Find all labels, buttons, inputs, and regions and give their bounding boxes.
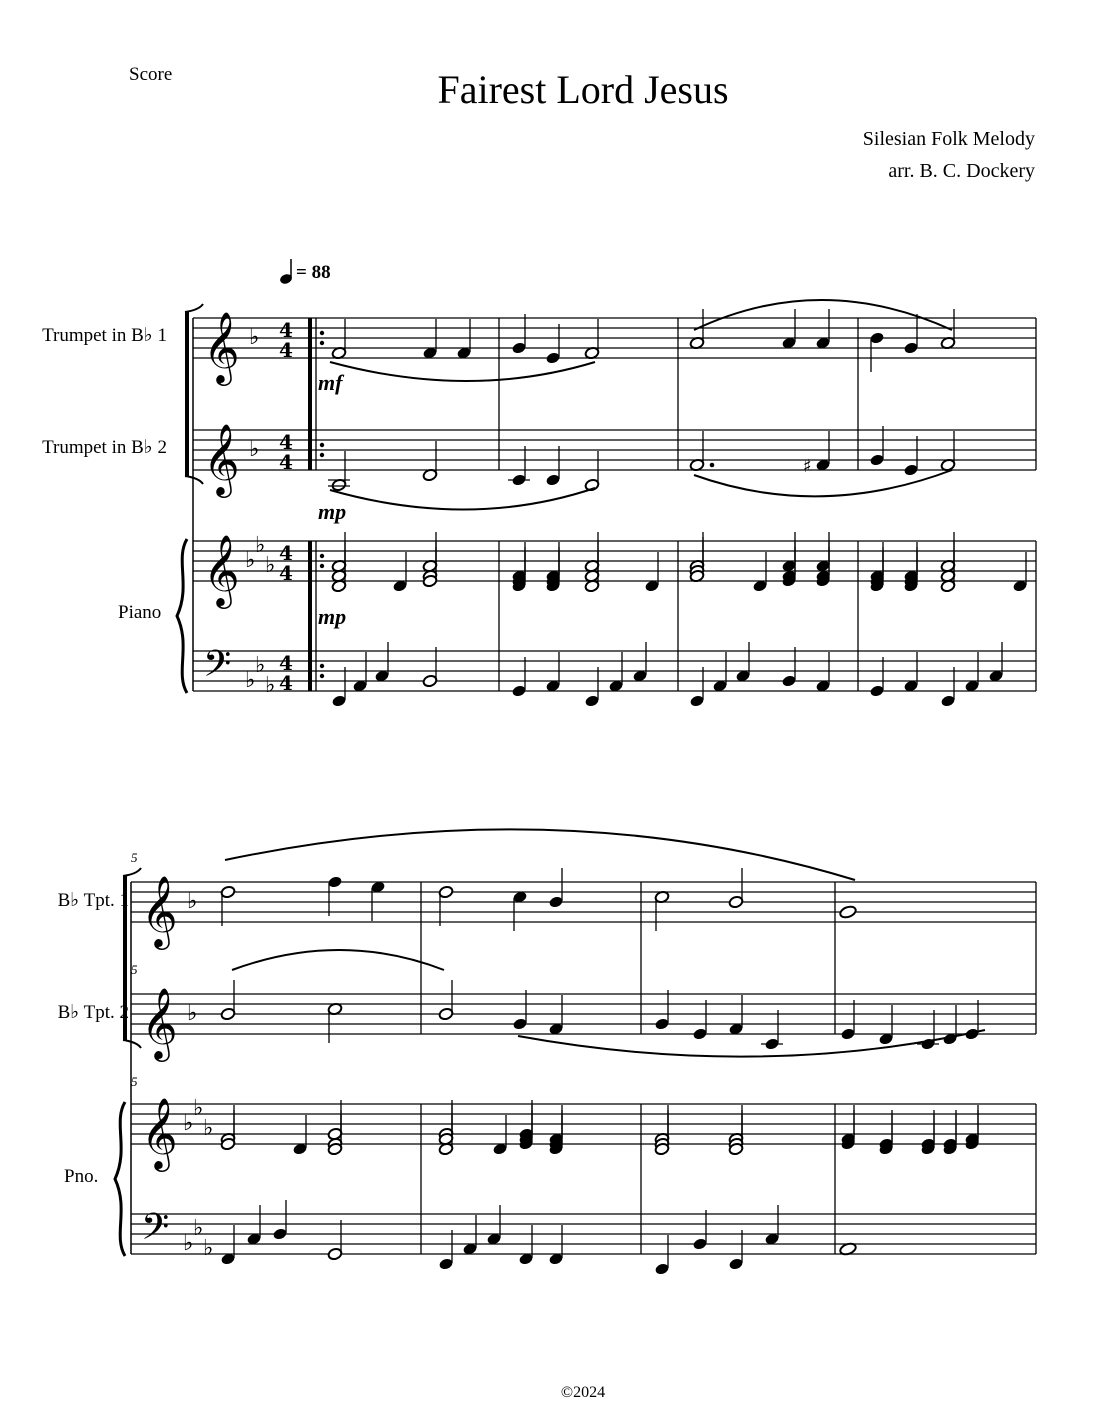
time-signature-numerator: 4 [279,430,293,454]
dynamic-mp-piano: mp [318,604,347,629]
instrument-name-trumpet-1: Trumpet in B♭ 1 [42,325,167,346]
dynamic-mf-trumpet-1: mf [318,370,343,395]
key-signature-flat: ♭ [249,325,260,350]
bracket-hook [123,1040,141,1048]
bracket-hook [185,304,203,312]
treble-clef-icon: 𝄞 [203,533,240,606]
treble-clef-icon: 𝄞 [203,422,240,495]
dynamic-mp-trumpet-2: mp [318,499,347,524]
score-label: Score [129,64,173,85]
key-signature-flat: ♭ [183,1111,194,1136]
instrument-name-trumpet-2-short: B♭ Tpt. 2 [57,1002,129,1023]
instrument-name-trumpet-1-short: B♭ Tpt. 1 [57,890,129,911]
key-signature-flat: ♭ [245,548,256,573]
instrument-name-trumpet-2: Trumpet in B♭ 2 [42,437,167,458]
treble-clef-icon: 𝄞 [141,1096,178,1169]
repeat-dot [320,341,324,345]
slurs [225,300,985,1057]
time-signature-numerator: 4 [279,541,293,565]
repeat-dot [320,564,324,568]
arranger-credit: arr. B. C. Dockery [888,160,1035,182]
repeat-dot [320,664,324,668]
key-signature-flat: ♭ [187,1001,198,1026]
clefs-and-signatures [115,304,324,1261]
time-signature-denominator: 4 [279,338,293,362]
slur [330,488,595,510]
quarter-note-icon [279,259,293,285]
bass-clef-icon: 𝄢 [141,1206,170,1257]
key-signature-flat: ♭ [245,668,256,693]
page-title: Fairest Lord Jesus [437,67,729,112]
repeat-dot [320,674,324,678]
bracket-hook [123,868,141,876]
measure-number-5-trumpet-1: 5 [131,850,138,865]
slur [225,829,855,880]
slur [694,300,952,330]
time-signature-numerator: 4 [279,651,293,675]
tempo-marking: = 88 [296,262,331,283]
repeat-dot [320,554,324,558]
slur [232,950,444,970]
instrument-name-piano-short: Pno. [64,1166,99,1187]
key-signature-flat: ♭ [193,1216,204,1241]
composer-credit: Silesian Folk Melody [862,128,1035,150]
repeat-dot [320,453,324,457]
key-signature-flat: ♭ [187,889,198,914]
time-signature-denominator: 4 [279,450,293,474]
key-signature-flat: ♭ [183,1231,194,1256]
note-heads [220,309,1027,1276]
piano-brace [177,539,187,693]
key-signature-flat: ♭ [255,533,266,558]
repeat-dot [320,443,324,447]
staff-lines [131,318,1036,1254]
bracket-hook [185,476,203,484]
piano-brace [115,1102,125,1256]
key-signature-flat: ♭ [265,673,276,698]
augmentation-dot [710,463,715,468]
measure-number-5-trumpet-2: 5 [131,962,138,977]
key-signature-flat: ♭ [203,1116,214,1141]
key-signature-flat: ♭ [255,653,266,678]
key-signature-flat: ♭ [203,1236,214,1261]
time-signature-numerator: 4 [279,318,293,342]
key-signature-flat: ♭ [265,553,276,578]
note-head [839,905,857,919]
key-signature-flat: ♭ [193,1096,204,1121]
repeat-dot [320,331,324,335]
treble-clef-icon: 𝄞 [141,986,178,1059]
time-signature-denominator: 4 [279,671,293,695]
sharp-icon: ♯ [803,456,812,477]
instrument-name-piano: Piano [118,602,162,623]
copyright-notice: ©2024 [560,1384,606,1401]
slur [330,362,595,381]
treble-clef-icon: 𝄞 [141,874,178,947]
measure-number-5-piano: 5 [131,1074,138,1089]
bass-clef-icon: 𝄢 [203,643,232,694]
time-signature-denominator: 4 [279,561,293,585]
treble-clef-icon: 𝄞 [203,310,240,383]
key-signature-flat: ♭ [249,437,260,462]
